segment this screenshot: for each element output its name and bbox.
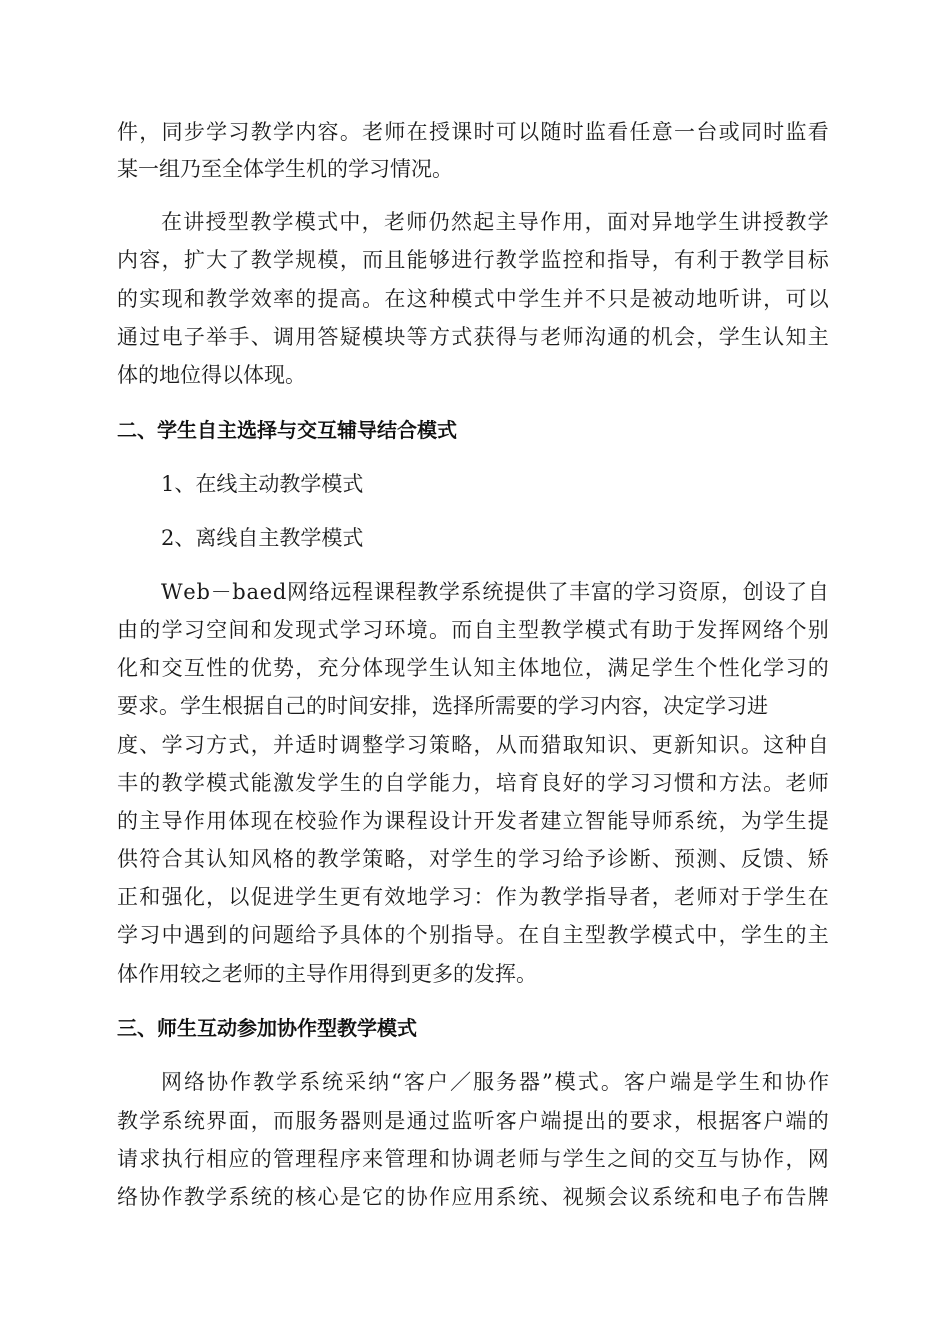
section-heading: 三、师生互动参加协作型教学模式 [117, 1016, 417, 1040]
paragraph-line: 的 实 现 和 教 学 效 率 的 提 高 。 在 这 种 模 式 中 学 生 并 不 只 是 被 动 地 听 讲 ， 可 以 [117, 287, 829, 311]
list-item: 2、离线自主教学模式 [161, 526, 364, 550]
paragraph-line: 学 习 中 遇 到 的 问 题 给 予 具 体 的 个 别 指 导 。 在 自 主 型 教 学 模 式 中 ， 学 生 的 主 [117, 923, 829, 947]
paragraph-line: 教 学 系 统 界 面 ， 而 服 务 器 则 是 通 过 监 听 客 户 端 提 出 的 要 求 ， 根 据 客 户 端 的 [117, 1109, 829, 1133]
paragraph-line: 件 ， 同 步 学 习 教 学 内 容 。 老 师 在 授 课 时 可 以 随 时 监 看 任 意 一 台 或 同 时 监 看 [117, 120, 829, 144]
paragraph-line: 请 求 执 行 相 应 的 管 理 程 序 来 管 理 和 协 调 老 师 与 学 生 之 间 的 交 互 与 协 作 ， 网 [117, 1147, 829, 1171]
section-heading: 二、学生自主选择与交互辅导结合模式 [117, 418, 457, 442]
paragraph-line: 络 协 作 教 学 系 统 的 核 心 是 它 的 协 作 应 用 系 统 、 视 频 会 议 系 统 和 电 子 布 告 牌 [117, 1185, 829, 1209]
paragraph-line: 的 主 导 作 用 体 现 在 校 验 作 为 课 程 设 计 开 发 者 建 立 智 能 导 师 系 统 ， 为 学 生 提 [117, 809, 829, 833]
paragraph-line: 正 和 强 化 ， 以 促 进 学 生 更 有 效 地 学 习 ： 作 为 教 学 指 导 者 ， 老 师 对 于 学 生 在 [117, 885, 829, 909]
list-item: 1、在线主动教学模式 [161, 472, 364, 496]
paragraph-line: 内 容 ， 扩 大 了 教 学 规 模 ， 而 且 能 够 进 行 教 学 监 控 和 指 导 ， 有 利 于 教 学 目 标 [117, 248, 829, 272]
paragraph-line: 供 符 合 其 认 知 风 格 的 教 学 策 略 ， 对 学 生 的 学 习 给 予 诊 断 、 预 测 、 反 馈 、 矫 [117, 847, 829, 871]
paragraph-line: 丰 的 教 学 模 式 能 激 发 学 生 的 自 学 能 力 ， 培 育 良 好 的 学 习 习 惯 和 方 法 。 老 师 [117, 771, 829, 795]
paragraph-line: 在 讲 授 型 教 学 模 式 中 ， 老 师 仍 然 起 主 导 作 用 ， 面 对 异 地 学 生 讲 授 教 学 [161, 210, 829, 234]
paragraph-line: 化 和 交 互 性 的 优 势 ， 充 分 体 现 学 生 认 知 主 体 地 位 ， 满 足 学 生 个 性 化 学 习 的 [117, 656, 829, 680]
paragraph-line: 网 络 协 作 教 学 系 统 采 纳 “ 客 户 ／ 服 务 器 ” 模 式 。 客 户 端 是 学 生 和 协 作 [161, 1070, 829, 1094]
paragraph-line: 要求。学生根据自己的时间安排，选择所需要的学习内容，决定学习进 [117, 694, 768, 718]
paragraph-line: 体作用较之老师的主导作用得到更多的发挥。 [117, 962, 537, 986]
paragraph-line: 度 、 学 习 方 式 ， 并 适 时 调 整 学 习 策 略 ， 从 而 猎 取 知 识 、 更 新 知 识 。 这 种 自 [117, 733, 829, 757]
paragraph-line: 某一组乃至全体学生机的学习情况。 [117, 157, 453, 181]
paragraph-line: 体的地位得以体现。 [117, 363, 306, 387]
paragraph-line: W e b － b a e d 网 络 远 程 课 程 教 学 系 统 提 供 了 丰 富 的 学 习 资 原 ， 创 设 了 自 [161, 580, 829, 604]
paragraph-line: 由 的 学 习 空 间 和 发 现 式 学 习 环 境 。 而 自 主 型 教 学 模 式 有 助 于 发 挥 网 络 个 别 [117, 618, 829, 642]
paragraph-line: 通 过 电 子 举 手 、 调 用 答 疑 模 块 等 方 式 获 得 与 老 师 沟 通 的 机 会 ， 学 生 认 知 主 [117, 325, 829, 349]
